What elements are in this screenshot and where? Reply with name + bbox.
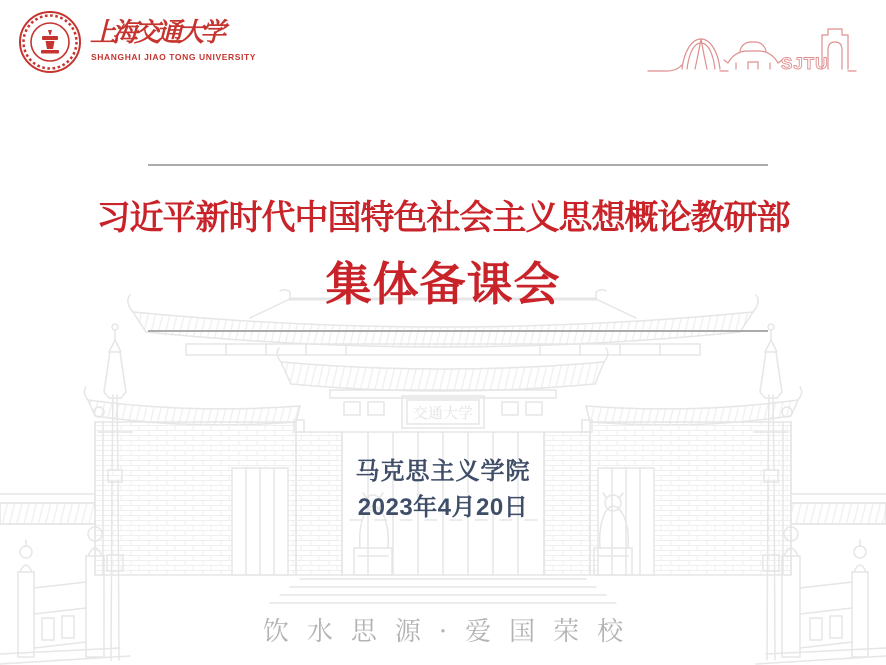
slide-date: 2023年4月20日 xyxy=(357,494,529,521)
divider-top xyxy=(148,164,768,166)
university-name-en: SHANGHAI JIAO TONG UNIVERSITY xyxy=(91,52,257,62)
gate-plaque-text: 交通大学 xyxy=(412,404,474,422)
slide-title-line2: 集体备课会 xyxy=(325,258,561,310)
sjtu-seal-icon xyxy=(18,10,82,74)
department-name: 马克思主义学院 xyxy=(355,458,531,485)
university-name-zh: 上海交通大学 xyxy=(90,18,223,48)
university-motto: 饮水思源·爱国荣校 xyxy=(262,617,642,647)
skyline-sjtu-text: SJTU xyxy=(781,54,829,73)
campus-skyline-icon xyxy=(644,22,858,84)
slide-title-line1: 习近平新时代中国特色社会主义思想概论教研部 xyxy=(96,199,790,237)
divider-bottom xyxy=(148,330,768,332)
